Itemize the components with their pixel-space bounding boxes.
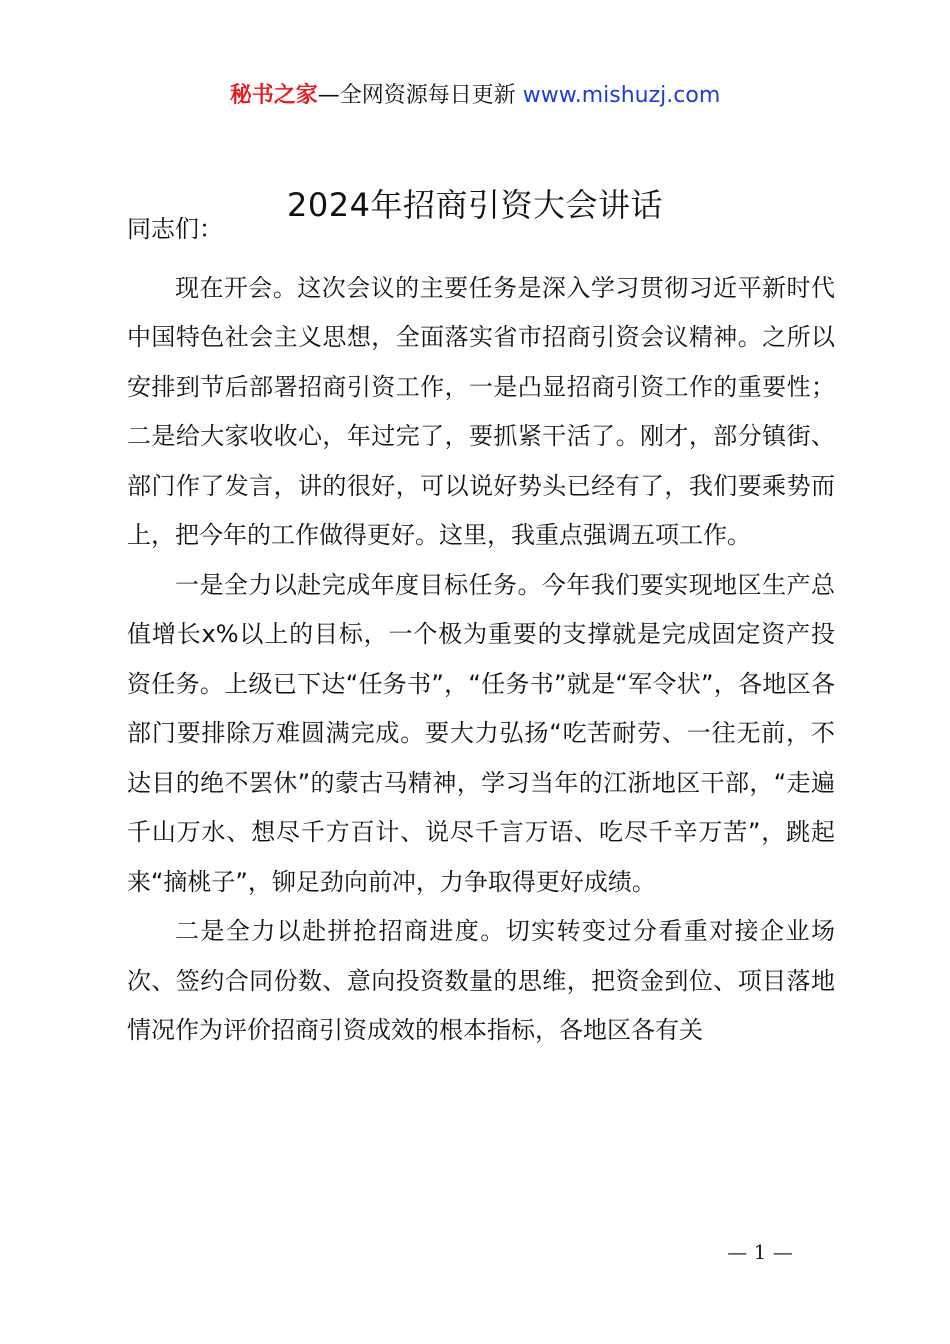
document-body: [127, 205, 835, 1056]
document-title: 2024年招商引资大会讲话: [287, 186, 663, 224]
site-url-link[interactable]: www.mishuzj.com: [522, 83, 721, 108]
body-paragraph: 二是全力以赴拼抢招商进度。切实转变过分看重对接企业场次、签约合同份数、意向投资数量的思维，把资金到位、项目落地情况作为评价招商引资成效的根本指标，各地区各有关: [127, 917, 835, 1044]
salutation: 同志们：: [127, 215, 223, 243]
body-paragraph: 现在开会。这次会议的主要任务是深入学习贯彻习近平新时代中国特色社会主义思想，全面落实省市招商引资会议精神。之所以安排到节后部署招商引资工作，一是凸显招商引资工作的重要性；二是给大家收收心，年过完了，要抓紧干活了。刚才，部分镇街、部门作了发言，讲的很好，可以说好势头已经有了，我们要乘势而上，把今年的工作做得更好。这里，我重点强调五项工作。: [127, 273, 835, 549]
brand-name: 秘书之家: [229, 83, 318, 108]
site-header: [0, 80, 950, 112]
body-paragraph: 一是全力以赴完成年度目标任务。今年我们要实现地区生产总值增长x%以上的目标，一个极为重要的支撑就是完成固定资产投资任务。上级已下达“任务书”，“任务书”就是“军令状”，各地区各部门要排除万难圆满完成。要大力弘扬“吃苦耐劳、一往无前，不达目的绝不罢休”的蒙古马精神，学习当年的江浙地区干部，“走遍千山万水、想尽千方百计、说尽千言万语、吃尽千辛万苦”，跳起来“摘桃子”，铆足劲向前冲，力争取得更好成绩。: [127, 570, 835, 896]
header-tagline: —全网资源每日更新: [317, 83, 516, 108]
page-number: — 1 —: [727, 1240, 793, 1264]
